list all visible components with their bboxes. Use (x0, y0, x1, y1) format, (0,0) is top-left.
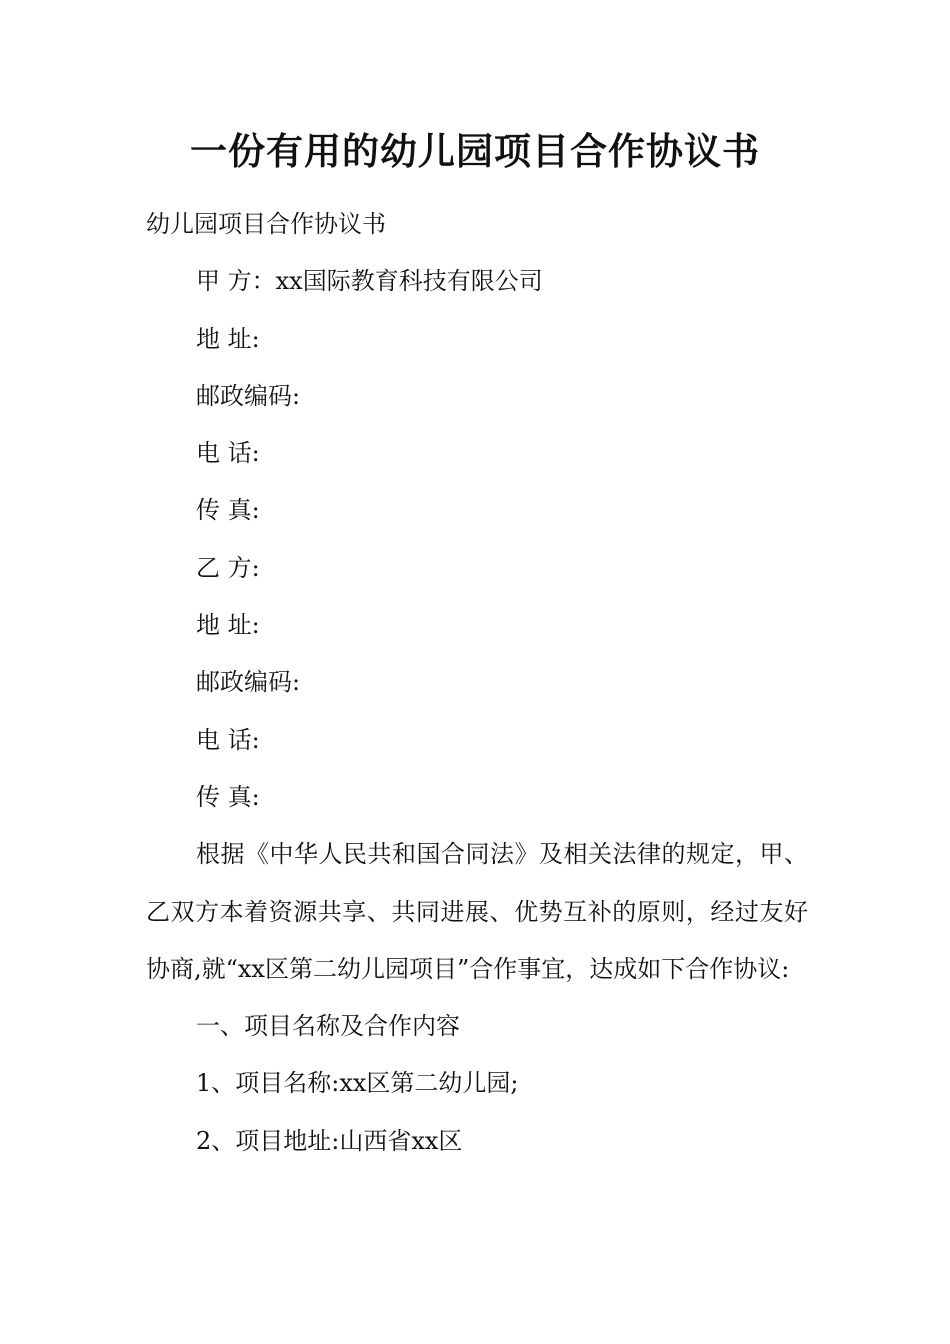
section-1-heading: 一、项目名称及合作内容 (196, 1012, 460, 1041)
preamble-paragraph: 根据《中华人民共和国合同法》及相关法律的规定，甲、乙双方本着资源共享、共同进展、优势互补的原则，经过友好协商,就“xx区第二幼儿园项目”合作事宜，达成如下合作协议: (146, 840, 808, 983)
party-b-phone: 电 话: (196, 725, 260, 754)
party-a-name: 甲 方：xx国际教育科技有限公司 (196, 267, 543, 296)
party-b-postcode: 邮政编码: (196, 668, 301, 697)
party-b-name: 乙 方: (196, 553, 260, 582)
party-a-fax: 传 真: (196, 496, 260, 525)
party-a-postcode: 邮政编码: (196, 381, 301, 410)
document-title: 一份有用的幼儿园项目合作协议书 (190, 130, 760, 173)
party-a-address: 地 址: (196, 324, 260, 353)
section-1-item-2: 2、项目地址:山西省xx区 (196, 1126, 463, 1155)
document-body (146, 196, 808, 1170)
section-1-item-1: 1、项目名称:xx区第二幼儿园; (196, 1069, 519, 1098)
document-subtitle: 幼儿园项目合作协议书 (146, 210, 386, 238)
party-b-address: 地 址: (196, 611, 260, 640)
party-a-phone: 电 话: (196, 439, 260, 468)
party-b-fax: 传 真: (196, 782, 260, 811)
